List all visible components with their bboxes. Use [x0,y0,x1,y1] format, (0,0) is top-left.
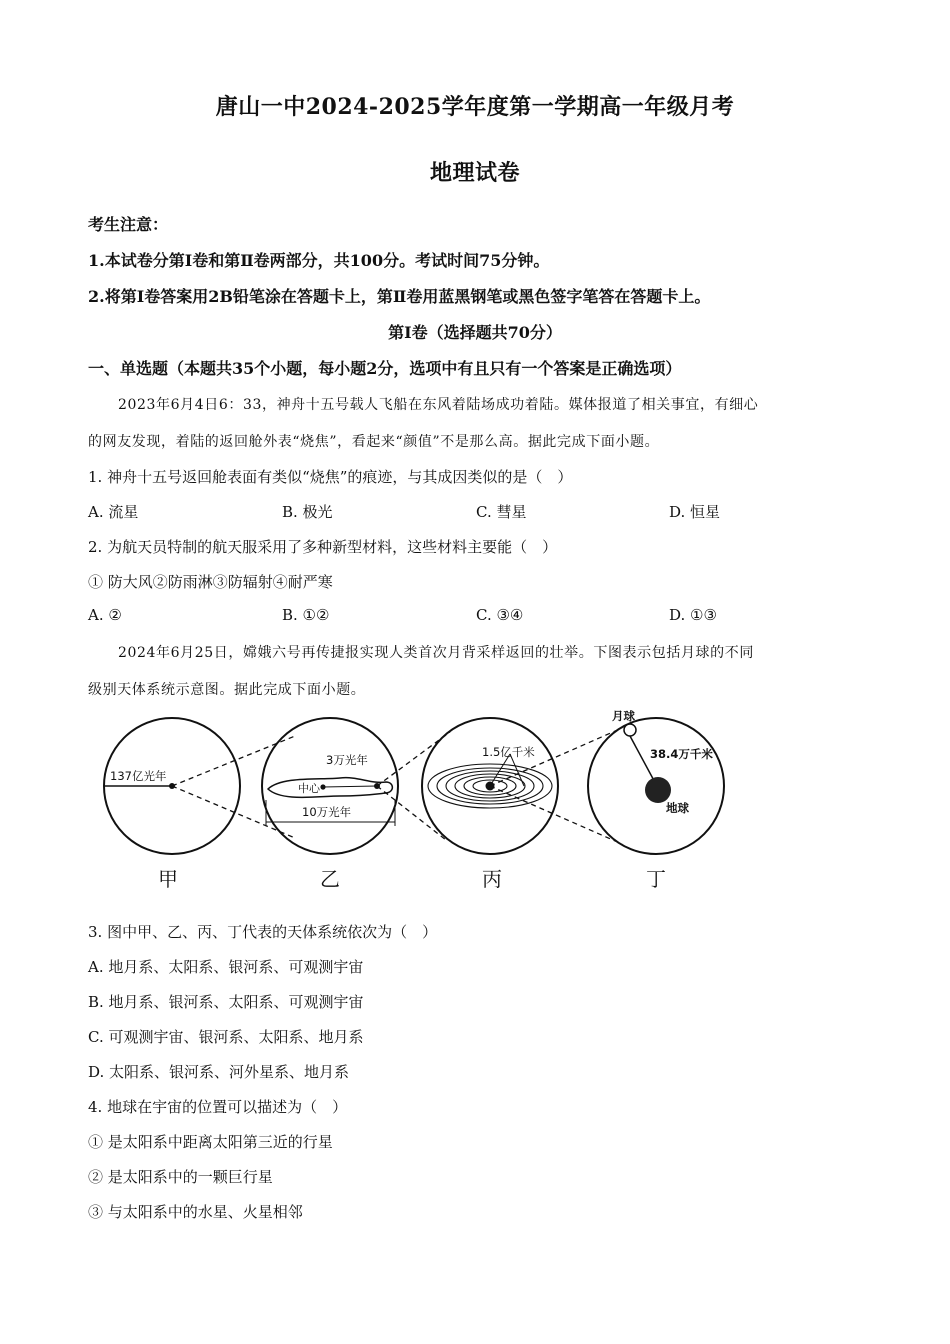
q4-item-2: ② 是太阳系中的一颗巨行星 [88,1168,273,1186]
q1-stem: 1. 神舟十五号返回舱表面有类似“烧焦”的痕迹，与其成因类似的是（ ） [88,468,573,486]
section1-heading: 一、单选题（本题共35个小题，每小题2分，选项中有且只有一个答案是正确选项） [88,359,682,378]
q3-option-c: C. 可观测宇宙、银河系、太阳系、地月系 [88,1028,364,1046]
q2-items: ① 防大风②防雨淋③防辐射④耐严寒 [88,573,333,591]
yi-center-label: 中心 [298,782,320,795]
ding-distance-label: 38.4万千米 [650,747,713,761]
jia-radius-label: 137亿光年 [110,769,167,783]
q4-item-1: ① 是太阳系中距离太阳第三近的行星 [88,1133,333,1151]
ding-moon-label: 月球 [612,709,635,723]
passage1-line2: 的网友发现，着陆的返回舱外表“烧焦”，看起来“颜值”不是那么高。据此完成下面小题。 [88,434,660,450]
bing-label: 丙 [482,867,502,891]
ding-label: 丁 [646,867,666,891]
q3-stem: 3. 图中甲、乙、丙、丁代表的天体系统依次为（ ） [88,923,438,941]
yi-label: 乙 [320,867,340,891]
passage2-line2: 级别天体系统示意图。据此完成下面小题。 [88,682,366,698]
part1-heading: 第I卷（选择题共70分） [388,323,562,342]
notice-item-2: 2.将第Ⅰ卷答案用2B铅笔涂在答题卡上，第Ⅱ卷用蓝黑钢笔或黑色签字笔答在答题卡上。 [88,287,711,306]
q3-option-b: B. 地月系、银河系、太阳系、可观测宇宙 [88,993,364,1011]
q3-option-a: A. 地月系、太阳系、银河系、可观测宇宙 [88,958,364,976]
exam-title: 唐山一中2024-2025学年度第一学期高一年级月考 [215,94,735,120]
passage1-line1: 2023年6月4日6：33，神舟十五号载人飞船在东风着陆场成功着陆。媒体报道了相关事宜，有细心 [118,397,759,413]
yi-distance-label: 3万光年 [326,753,368,767]
notice-item-1: 1.本试卷分第Ⅰ卷和第Ⅱ卷两部分，共100分。考试时间75分钟。 [88,251,550,270]
q1-option-a: A. 流星 [88,503,139,521]
q2-stem: 2. 为航天员特制的航天服采用了多种新型材料，这些材料主要能（ ） [88,538,558,556]
q1-option-b: B. 极光 [282,503,333,521]
bing-distance-label: 1.5亿千米 [482,745,535,759]
q1-option-c: C. 彗星 [476,503,527,521]
exam-subtitle: 地理试卷 [429,160,520,186]
q2-option-b: B. ①② [282,606,330,624]
yi-width-label: 10万光年 [302,805,352,819]
q2-option-a: A. ② [88,606,122,624]
q4-item-3: ③ 与太阳系中的水星、火星相邻 [88,1203,303,1221]
q2-option-c: C. ③④ [476,606,524,624]
jia-label: 甲 [158,867,178,891]
q1-option-d: D. 恒星 [669,503,721,521]
q4-stem: 4. 地球在宇宙的位置可以描述为（ ） [88,1098,348,1116]
q2-option-d: D. ①③ [669,606,717,624]
notice-heading: 考生注意： [88,215,169,234]
earth-icon [645,777,671,803]
celestial-systems-diagram [90,706,860,896]
passage2-line1: 2024年6月25日，嫦娥六号再传捷报实现人类首次月背采样返回的壮举。下图表示包括月球的不同 [118,645,754,661]
q3-option-d: D. 太阳系、银河系、河外星系、地月系 [88,1063,350,1081]
ding-earth-label: 地球 [666,801,689,815]
